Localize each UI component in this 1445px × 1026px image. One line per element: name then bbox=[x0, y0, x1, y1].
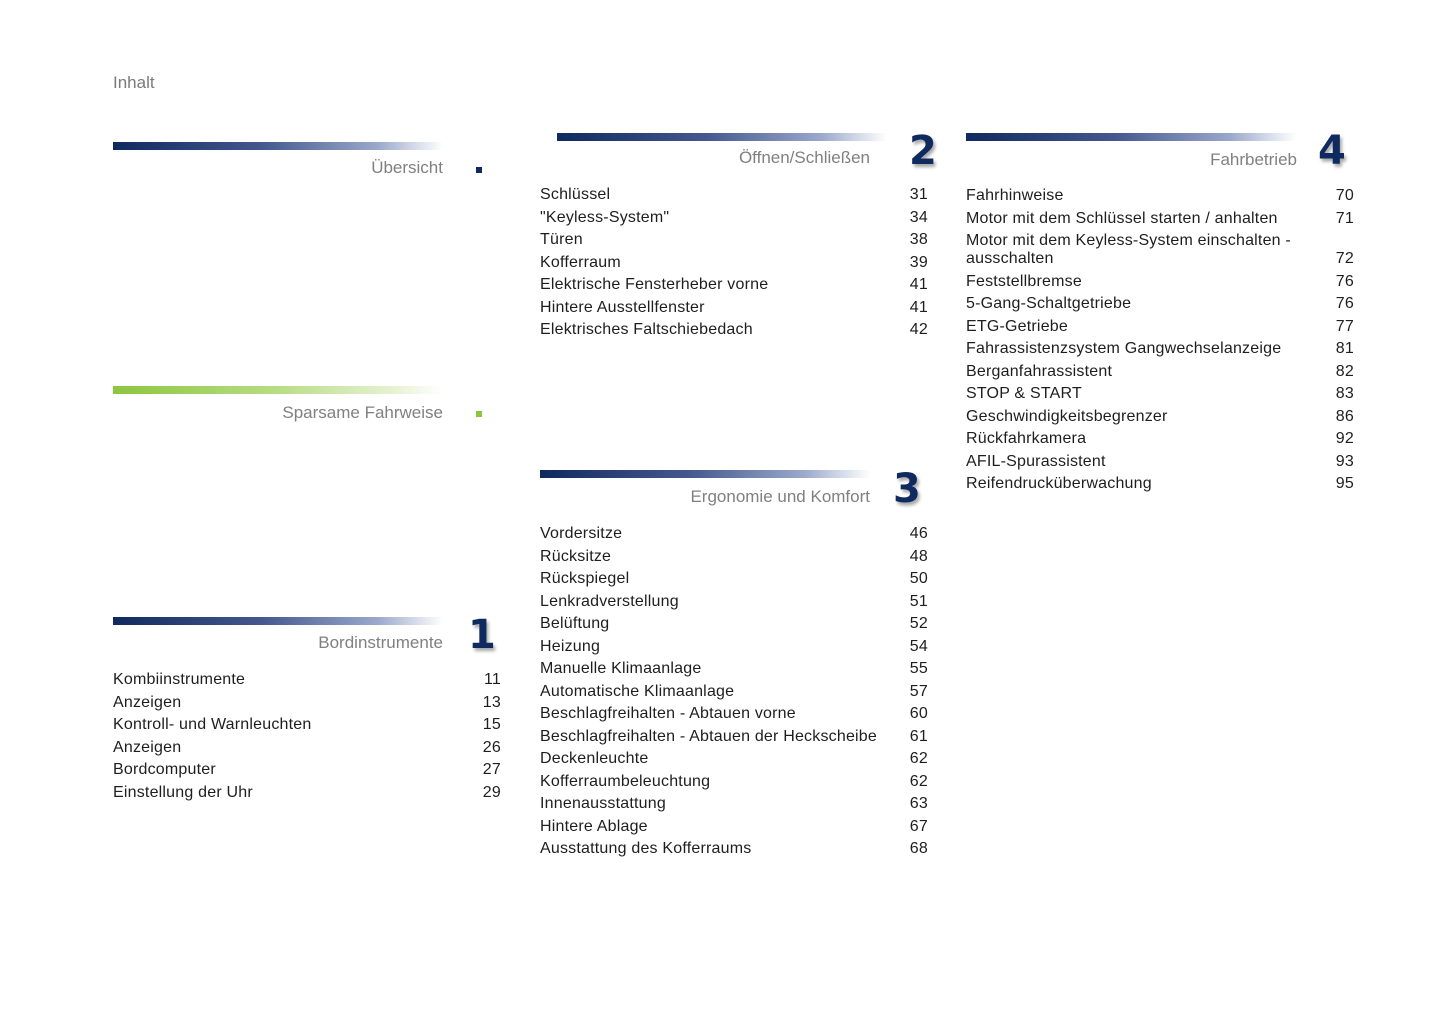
toc-entry-page: 51 bbox=[909, 592, 928, 610]
toc-entry-page: 29 bbox=[482, 783, 501, 801]
toc-entry-label: Rückfahrkamera bbox=[966, 430, 1087, 447]
toc-entry[interactable] bbox=[540, 276, 928, 294]
toc-entry-page: 34 bbox=[909, 208, 928, 226]
toc-entry-page: 82 bbox=[1335, 362, 1354, 380]
toc-entry[interactable] bbox=[966, 318, 1354, 336]
section-uebersicht-title: Übersicht bbox=[371, 158, 443, 177]
toc-entry-page: 86 bbox=[1335, 407, 1354, 425]
toc-entry-label: Hintere Ablage bbox=[540, 817, 648, 835]
toc-entry-label: ETG-Getriebe bbox=[966, 317, 1068, 335]
toc-entry-page: 57 bbox=[909, 682, 928, 700]
toc-entry[interactable] bbox=[540, 773, 928, 791]
section-sparsam-bar bbox=[113, 386, 443, 394]
toc-entry[interactable] bbox=[113, 716, 501, 734]
toc-entry-page: 15 bbox=[482, 716, 501, 733]
toc-entry[interactable] bbox=[540, 548, 928, 566]
section-3-list bbox=[540, 525, 928, 863]
toc-entry[interactable] bbox=[540, 321, 928, 339]
toc-entry-label: Schlüssel bbox=[540, 186, 611, 203]
toc-entry[interactable] bbox=[540, 660, 928, 678]
toc-entry-page: 54 bbox=[909, 637, 928, 655]
toc-entry-page: 77 bbox=[1335, 317, 1354, 335]
toc-entry-page: 72 bbox=[1335, 250, 1354, 267]
toc-entry[interactable] bbox=[966, 295, 1354, 313]
section-4-number: 4 bbox=[1318, 128, 1346, 174]
toc-entry[interactable] bbox=[113, 694, 501, 712]
toc-entry-label: Manuelle Klimaanlage bbox=[540, 660, 702, 677]
section-1-number: 1 bbox=[468, 612, 496, 658]
section-1-title: Bordinstrumente bbox=[318, 633, 443, 652]
toc-entry-page: 93 bbox=[1335, 452, 1354, 470]
toc-entry[interactable] bbox=[113, 671, 501, 689]
toc-entry-label: Motor mit dem Keyless-System einschalten - ausschalten bbox=[966, 232, 1291, 267]
toc-entry[interactable] bbox=[540, 254, 928, 272]
toc-entry-label: Kombiinstrumente bbox=[113, 671, 246, 688]
toc-entry-label: Deckenleuchte bbox=[540, 750, 649, 767]
toc-entry-label: Beschlagfreihalten - Abtauen der Heckscheibe bbox=[540, 727, 878, 745]
toc-entry-page: 50 bbox=[909, 570, 928, 587]
section-4-bar bbox=[966, 133, 1296, 141]
toc-entry-label: Einstellung der Uhr bbox=[113, 783, 253, 801]
toc-entry[interactable] bbox=[540, 705, 928, 723]
section-uebersicht-marker bbox=[476, 167, 482, 173]
toc-entry-page: 27 bbox=[482, 761, 501, 778]
section-4-list bbox=[966, 187, 1354, 498]
toc-entry[interactable] bbox=[966, 232, 1354, 268]
toc-entry[interactable] bbox=[540, 593, 928, 611]
toc-entry-label: Elektrisches Faltschiebedach bbox=[540, 321, 753, 338]
section-1-list bbox=[113, 671, 501, 806]
toc-entry-label: Kofferraumbeleuchtung bbox=[540, 772, 711, 790]
toc-entry-label: Automatische Klimaanlage bbox=[540, 682, 735, 700]
toc-entry[interactable] bbox=[540, 209, 928, 227]
toc-entry-page: 76 bbox=[1335, 272, 1354, 290]
toc-entry-page: 60 bbox=[909, 705, 928, 722]
toc-entry-page: 81 bbox=[1335, 340, 1354, 357]
toc-entry-label: Türen bbox=[540, 231, 583, 248]
toc-entry-label: Lenkradverstellung bbox=[540, 592, 679, 610]
toc-entry-page: 55 bbox=[909, 660, 928, 677]
section-2-bar bbox=[557, 133, 887, 141]
toc-entry-label: Bordcomputer bbox=[113, 761, 216, 778]
page-title: Inhalt bbox=[113, 73, 155, 92]
toc-entry[interactable] bbox=[966, 363, 1354, 381]
toc-entry[interactable] bbox=[113, 784, 501, 802]
toc-entry-label: Ausstattung des Kofferraums bbox=[540, 840, 752, 857]
toc-entry-label: Heizung bbox=[540, 637, 601, 655]
section-uebersicht-bar bbox=[113, 142, 443, 150]
toc-entry[interactable] bbox=[540, 186, 928, 204]
toc-entry-page: 41 bbox=[909, 298, 928, 316]
toc-entry-label: Anzeigen bbox=[113, 738, 182, 756]
toc-entry-label: "Keyless-System" bbox=[540, 208, 670, 226]
toc-entry-label: Berganfahrassistent bbox=[966, 362, 1113, 380]
toc-entry-page: 63 bbox=[909, 795, 928, 812]
toc-entry[interactable] bbox=[540, 818, 928, 836]
section-sparsam-marker bbox=[476, 411, 482, 417]
toc-entry-page: 41 bbox=[909, 276, 928, 293]
section-2-number: 2 bbox=[909, 128, 937, 174]
toc-entry[interactable] bbox=[540, 615, 928, 633]
section-sparsam-title: Sparsame Fahrweise bbox=[282, 403, 443, 422]
toc-entry-page: 83 bbox=[1335, 385, 1354, 402]
toc-entry[interactable] bbox=[966, 453, 1354, 471]
toc-entry-page: 11 bbox=[483, 671, 501, 688]
toc-entry[interactable] bbox=[540, 840, 928, 858]
toc-entry-label: Elektrische Fensterheber vorne bbox=[540, 276, 769, 293]
toc-entry[interactable] bbox=[540, 750, 928, 768]
toc-entry-page: 39 bbox=[909, 253, 928, 271]
toc-entry-label: Beschlagfreihalten - Abtauen vorne bbox=[540, 705, 796, 722]
toc-entry-label: Reifendrucküberwachung bbox=[966, 475, 1152, 492]
toc-entry[interactable] bbox=[540, 795, 928, 813]
toc-entry-label: Motor mit dem Schlüssel starten / anhalten bbox=[966, 209, 1278, 227]
toc-entry-page: 61 bbox=[909, 727, 928, 745]
toc-entry[interactable] bbox=[966, 408, 1354, 426]
toc-entry-label: Rückspiegel bbox=[540, 570, 630, 587]
toc-entry[interactable] bbox=[540, 525, 928, 543]
toc-entry[interactable] bbox=[540, 299, 928, 317]
toc-entry[interactable] bbox=[113, 761, 501, 779]
toc-entry[interactable] bbox=[966, 430, 1354, 448]
toc-entry-page: 48 bbox=[909, 547, 928, 565]
toc-entry[interactable] bbox=[966, 273, 1354, 291]
toc-entry-page: 76 bbox=[1335, 295, 1354, 312]
section-1-bar bbox=[113, 617, 443, 625]
toc-entry-page: 31 bbox=[909, 186, 928, 203]
toc-entry-page: 42 bbox=[909, 321, 928, 338]
toc-entry-page: 68 bbox=[909, 840, 928, 857]
toc-entry-page: 13 bbox=[482, 693, 501, 711]
toc-entry-label: AFIL-Spurassistent bbox=[966, 452, 1106, 470]
toc-entry-page: 46 bbox=[909, 525, 928, 542]
toc-entry-label: Innenausstattung bbox=[540, 795, 666, 812]
toc-entry-page: 95 bbox=[1335, 475, 1354, 492]
toc-entry-label: Kontroll- und Warnleuchten bbox=[113, 716, 312, 733]
toc-entry-page: 71 bbox=[1335, 209, 1354, 227]
toc-entry-page: 92 bbox=[1335, 430, 1354, 447]
section-3-number: 3 bbox=[893, 466, 921, 512]
toc-entry[interactable] bbox=[966, 385, 1354, 403]
section-3-bar bbox=[540, 470, 870, 478]
toc-entry[interactable] bbox=[540, 570, 928, 588]
toc-entry-label: 5-Gang-Schaltgetriebe bbox=[966, 295, 1132, 312]
toc-entry-label: Rücksitze bbox=[540, 547, 612, 565]
toc-entry-page: 62 bbox=[909, 750, 928, 767]
section-4-title: Fahrbetrieb bbox=[1210, 150, 1297, 169]
toc-entry-label: Fahrhinweise bbox=[966, 187, 1064, 204]
toc-entry-label: Feststellbremse bbox=[966, 272, 1082, 290]
toc-entry-page: 52 bbox=[909, 615, 928, 632]
toc-entry-label: Anzeigen bbox=[113, 693, 182, 711]
toc-entry[interactable] bbox=[540, 638, 928, 656]
toc-entry[interactable] bbox=[540, 231, 928, 249]
toc-entry-page: 70 bbox=[1335, 187, 1354, 204]
toc-entry-label: Vordersitze bbox=[540, 525, 623, 542]
toc-entry-label: Kofferraum bbox=[540, 253, 621, 271]
toc-entry-page: 26 bbox=[482, 738, 501, 756]
toc-entry-label: Fahrassistenzsystem Gangwechselanzeige bbox=[966, 340, 1282, 357]
toc-entry-label: Geschwindigkeitsbegrenzer bbox=[966, 407, 1168, 425]
toc-entry[interactable] bbox=[966, 210, 1354, 228]
toc-entry[interactable] bbox=[966, 475, 1354, 493]
toc-entry[interactable] bbox=[540, 728, 928, 746]
toc-entry-page: 67 bbox=[909, 817, 928, 835]
toc-entry[interactable] bbox=[540, 683, 928, 701]
toc-entry-label: STOP & START bbox=[966, 385, 1082, 402]
section-2-list bbox=[540, 186, 928, 344]
toc-entry-page: 62 bbox=[909, 772, 928, 790]
toc-entry[interactable] bbox=[966, 340, 1354, 358]
toc-entry-label: Hintere Ausstellfenster bbox=[540, 298, 705, 316]
toc-entry[interactable] bbox=[113, 739, 501, 757]
section-2-title: Öffnen/Schließen bbox=[738, 148, 870, 167]
toc-entry-page: 38 bbox=[909, 231, 928, 248]
section-3-title: Ergonomie und Komfort bbox=[690, 487, 870, 506]
toc-entry[interactable] bbox=[966, 187, 1354, 205]
toc-entry-label: Belüftung bbox=[540, 615, 610, 632]
